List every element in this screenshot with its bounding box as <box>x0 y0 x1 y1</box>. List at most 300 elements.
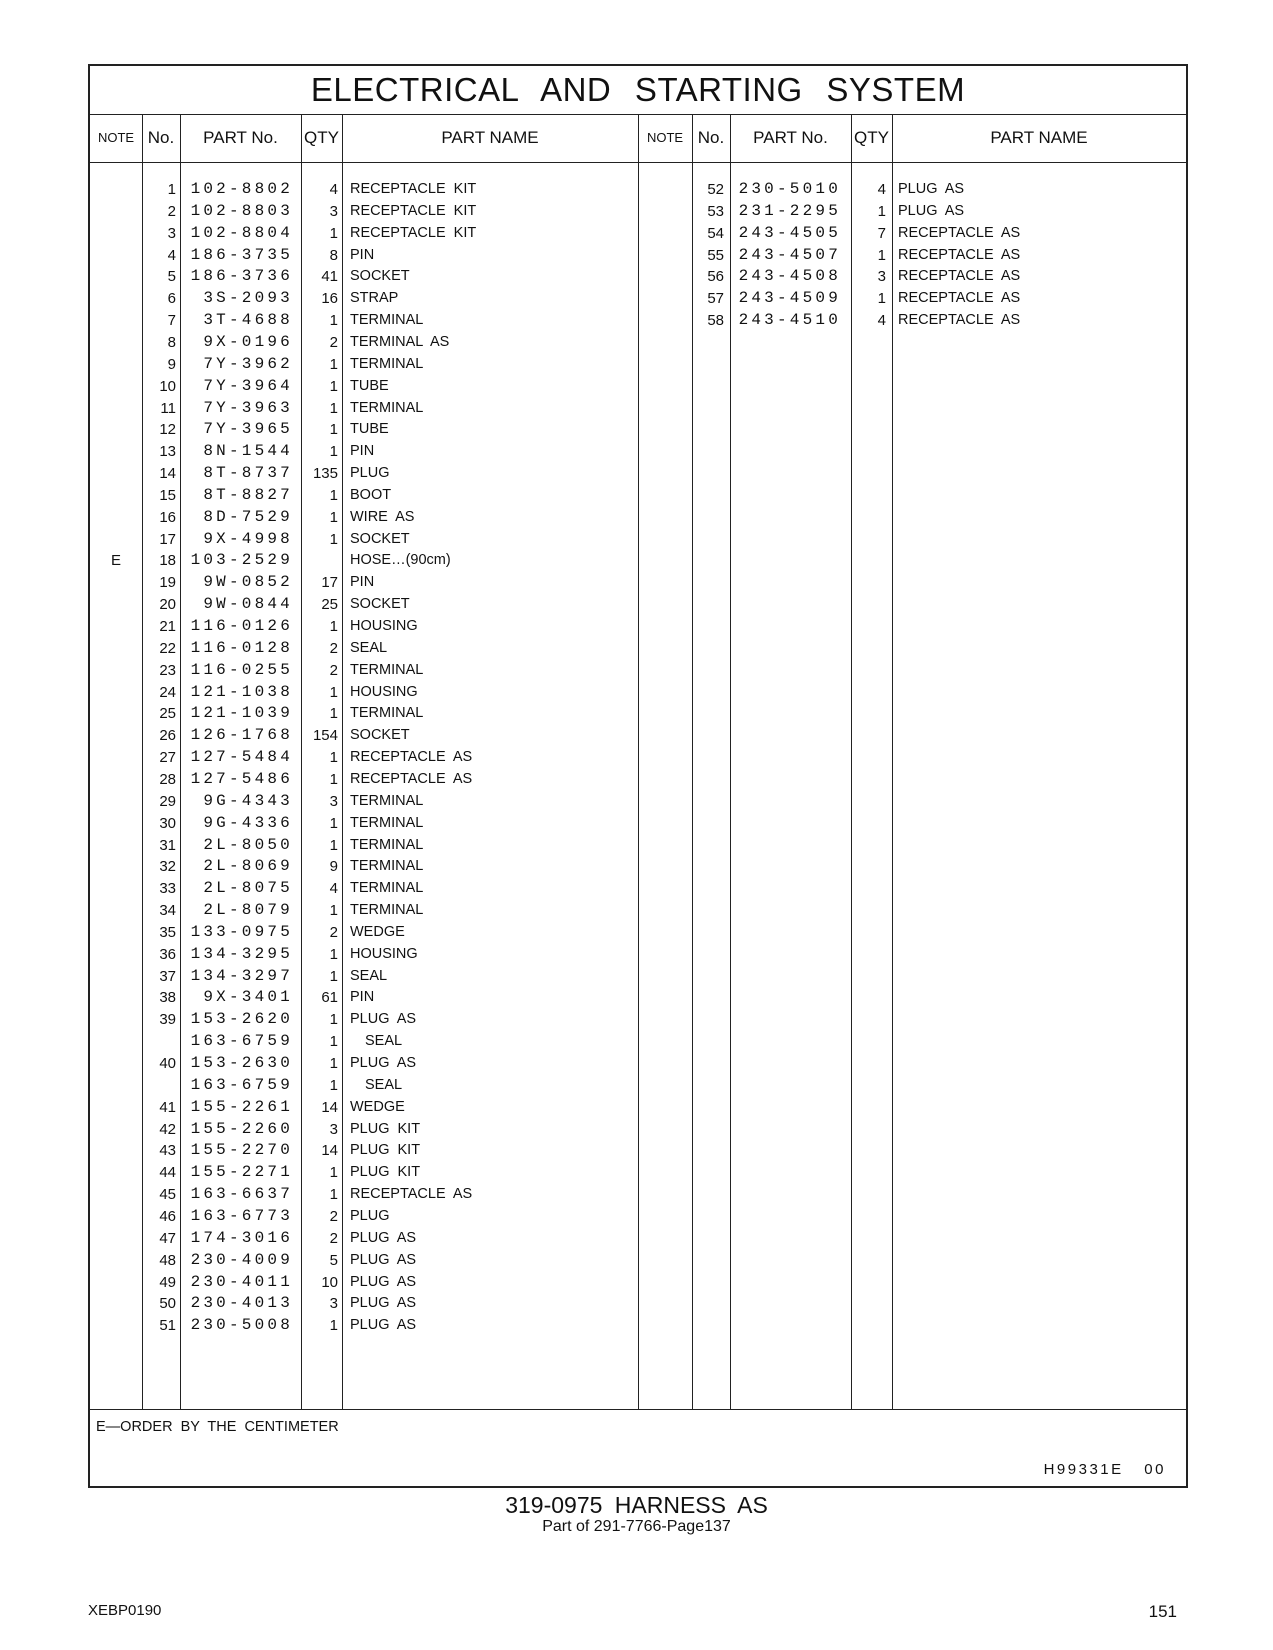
table-row <box>90 1008 622 1031</box>
item-number: 9 <box>167 355 176 373</box>
quantity: 2 <box>329 333 338 351</box>
quantity: 1 <box>329 312 338 330</box>
part-number: 8N-1544 <box>203 442 293 461</box>
quantity: 4 <box>329 181 338 198</box>
quantity: 10 <box>321 1273 338 1291</box>
item-number: 10 <box>159 377 176 395</box>
part-number: 186-3736 <box>190 267 293 286</box>
part-name: SEAL <box>350 967 388 984</box>
part-name: PLUG AS <box>898 181 965 197</box>
footnote: E—ORDER BY THE CENTIMETER <box>96 1419 339 1435</box>
part-number: 102-8803 <box>190 201 293 220</box>
header-qty-right: QTY <box>854 128 889 147</box>
table-row <box>90 1096 622 1119</box>
document-id: XEBP0190 <box>88 1602 162 1619</box>
item-number: 11 <box>160 399 176 417</box>
item-number: 41 <box>159 1098 176 1116</box>
part-number: 127-5486 <box>190 769 293 788</box>
quantity: 7 <box>877 224 886 242</box>
part-name: TERMINAL <box>350 399 424 416</box>
table-row <box>90 593 622 616</box>
quantity: 1 <box>329 1317 338 1335</box>
table-row <box>90 462 622 485</box>
table-row <box>90 659 622 682</box>
table-row <box>90 397 622 420</box>
item-number: 42 <box>159 1120 176 1138</box>
table-row <box>90 615 622 638</box>
part-name: RECEPTACLE AS <box>898 268 1021 285</box>
part-number: 243-4510 <box>738 311 841 330</box>
table-row <box>90 1292 622 1315</box>
item-number: 47 <box>159 1229 176 1247</box>
table-row <box>90 1314 622 1337</box>
part-number: 7Y-3964 <box>203 376 293 395</box>
part-number: 230-5010 <box>738 180 841 198</box>
quantity: 1 <box>329 683 338 701</box>
part-number: 230-5008 <box>190 1316 293 1335</box>
part-name: SEAL <box>365 1033 403 1050</box>
part-number: 9X-3401 <box>203 988 293 1007</box>
quantity: 3 <box>329 1295 338 1313</box>
part-name: PLUG AS <box>350 1295 417 1312</box>
item-number: 25 <box>159 705 176 723</box>
note-cell: E <box>110 552 121 570</box>
header-note-left: NOTE <box>97 130 135 145</box>
item-number: 56 <box>707 268 724 286</box>
quantity: 5 <box>329 1251 338 1269</box>
part-number: 9W-0852 <box>203 573 293 592</box>
quantity: 4 <box>329 880 338 898</box>
part-name: TERMINAL AS <box>350 333 450 350</box>
table-row <box>90 943 622 966</box>
part-number: 116-0126 <box>190 617 293 635</box>
item-number: 14 <box>159 465 176 483</box>
part-number: 2L-8050 <box>203 835 293 854</box>
header-part-no-left: PART No. <box>203 128 278 147</box>
part-number: 8T-8827 <box>203 485 293 504</box>
quantity: 1 <box>329 486 338 504</box>
quantity: 4 <box>877 181 886 198</box>
part-name: PLUG KIT <box>350 1142 421 1159</box>
part-number: 8D-7529 <box>203 507 293 526</box>
item-number: 28 <box>159 770 176 788</box>
quantity: 2 <box>329 923 338 941</box>
quantity: 1 <box>329 1055 338 1072</box>
quantity: 1 <box>329 902 338 920</box>
table-row <box>90 1205 622 1228</box>
caption-title: 319-0975 HARNESS AS <box>505 1492 768 1518</box>
item-number: 13 <box>159 443 176 461</box>
table-row <box>638 222 1170 245</box>
quantity: 1 <box>329 508 338 526</box>
item-number: 52 <box>707 181 724 198</box>
table-row <box>90 528 622 551</box>
part-name: HOUSING <box>350 683 418 700</box>
table-row <box>90 637 622 660</box>
item-number: 22 <box>159 639 176 657</box>
quantity: 61 <box>321 989 338 1007</box>
table-row <box>90 702 622 725</box>
part-number: 186-3735 <box>190 245 293 264</box>
item-number: 16 <box>159 508 176 526</box>
table-row <box>90 178 622 201</box>
part-name: TERMINAL <box>350 661 424 678</box>
item-number: 27 <box>159 749 176 767</box>
part-number: 103-2529 <box>190 551 293 570</box>
part-name: PLUG AS <box>350 1055 417 1071</box>
table-row <box>90 440 622 463</box>
part-number: 2L-8079 <box>203 901 293 920</box>
quantity: 1 <box>329 443 338 461</box>
table-row <box>90 921 622 944</box>
part-name: PLUG AS <box>350 1317 417 1334</box>
quantity: 16 <box>321 290 338 308</box>
quantity: 1 <box>329 1033 338 1051</box>
part-number: 2L-8075 <box>203 879 293 898</box>
table-row <box>90 986 622 1009</box>
part-name: TERMINAL <box>350 355 424 372</box>
item-number: 36 <box>159 945 176 963</box>
part-name: SOCKET <box>350 596 410 613</box>
quantity: 1 <box>329 1186 338 1204</box>
item-number: 57 <box>707 290 724 308</box>
part-number: 9G-4343 <box>203 791 293 810</box>
table-row <box>638 244 1170 267</box>
part-number: 153-2630 <box>190 1054 293 1072</box>
quantity: 1 <box>329 967 338 985</box>
quantity: 1 <box>329 814 338 832</box>
page-number: 151 <box>1148 1602 1177 1621</box>
part-name: RECEPTACLE AS <box>350 749 473 766</box>
part-number: 116-0128 <box>190 638 293 657</box>
part-name: TUBE <box>350 377 389 394</box>
item-number: 54 <box>707 224 724 242</box>
part-name: RECEPTACLE KIT <box>350 224 477 241</box>
quantity: 154 <box>312 727 338 745</box>
table-row <box>90 200 622 223</box>
quantity: 1 <box>329 770 338 788</box>
quantity: 1 <box>329 224 338 242</box>
quantity: 17 <box>321 574 338 592</box>
part-number: 230-4011 <box>190 1272 293 1291</box>
part-name: RECEPTACLE KIT <box>350 202 477 219</box>
part-number: 163-6759 <box>190 1032 293 1051</box>
item-number: 23 <box>159 661 176 679</box>
part-name: RECEPTACLE AS <box>898 224 1021 241</box>
item-number: 30 <box>159 814 176 832</box>
table-row <box>90 1030 622 1053</box>
table-row <box>638 309 1170 332</box>
part-number: 9X-0196 <box>203 332 293 351</box>
part-number: 163-6637 <box>190 1185 293 1204</box>
part-number: 9G-4336 <box>203 813 293 832</box>
header-part-name-left: PART NAME <box>441 128 539 147</box>
item-number: 53 <box>707 202 724 220</box>
quantity: 2 <box>329 1207 338 1225</box>
part-number: 243-4505 <box>738 223 841 242</box>
quantity: 1 <box>329 355 338 373</box>
table-row <box>90 375 622 398</box>
header-no-left: No. <box>147 128 175 147</box>
quantity: 3 <box>877 268 886 286</box>
part-number: 134-3297 <box>190 966 293 985</box>
page-title: ELECTRICAL AND STARTING SYSTEM <box>90 66 1186 115</box>
quantity: 1 <box>877 202 886 220</box>
part-name: BOOT <box>350 486 392 503</box>
quantity: 1 <box>877 246 886 264</box>
quantity: 3 <box>329 1120 338 1138</box>
quantity: 1 <box>329 1076 338 1094</box>
part-number: 230-4013 <box>190 1294 293 1313</box>
part-name: PLUG AS <box>350 1273 417 1290</box>
item-number: 8 <box>167 333 176 351</box>
item-number: 31 <box>159 836 176 854</box>
item-number: 19 <box>159 574 176 592</box>
part-name: TERMINAL <box>350 705 424 722</box>
part-name: PIN <box>350 246 375 263</box>
item-number: 35 <box>159 923 176 941</box>
part-name: RECEPTACLE AS <box>350 770 473 787</box>
quantity: 14 <box>321 1142 338 1160</box>
table-row <box>90 768 622 791</box>
quantity: 1 <box>329 1164 338 1182</box>
quantity: 1 <box>329 421 338 439</box>
part-number: 3T-4688 <box>203 311 293 330</box>
table-row <box>90 965 622 988</box>
quantity: 1 <box>329 618 338 635</box>
table-body <box>90 162 1186 1409</box>
part-name: STRAP <box>350 290 399 307</box>
item-number: 3 <box>167 224 176 242</box>
table-row <box>90 331 622 354</box>
part-name: TERMINAL <box>350 814 424 831</box>
table-row <box>90 222 622 245</box>
quantity: 41 <box>321 268 338 286</box>
quantity: 1 <box>329 749 338 767</box>
quantity: 1 <box>329 705 338 723</box>
part-name: TERMINAL <box>350 902 424 919</box>
part-number: 7Y-3965 <box>203 420 293 439</box>
table-row <box>90 1139 622 1162</box>
table-row <box>90 265 622 288</box>
part-name: WEDGE <box>350 923 405 940</box>
item-number: 2 <box>167 202 176 220</box>
table-row <box>90 790 622 813</box>
part-name: PLUG KIT <box>350 1120 421 1137</box>
part-name: TERMINAL <box>350 880 424 897</box>
caption-subtitle: Part of 291-7766-Page137 <box>542 1518 731 1535</box>
quantity: 1 <box>329 945 338 963</box>
part-name: PIN <box>350 443 375 460</box>
quantity: 8 <box>329 246 338 264</box>
part-name: SOCKET <box>350 530 410 547</box>
table-row <box>90 834 622 857</box>
item-number: 45 <box>159 1186 176 1204</box>
part-number: 9X-4998 <box>203 529 293 548</box>
part-name: HOUSING <box>350 618 418 634</box>
table-row <box>90 418 622 441</box>
quantity: 1 <box>329 377 338 395</box>
header-note-right: NOTE <box>646 130 684 145</box>
table-row <box>90 1249 622 1272</box>
item-number: 15 <box>159 486 176 504</box>
table-row <box>90 812 622 835</box>
part-number: 155-2271 <box>190 1163 293 1182</box>
part-name: TERMINAL <box>350 792 424 809</box>
part-number: 231-2295 <box>738 201 841 220</box>
table-row <box>90 1052 622 1075</box>
item-number: 32 <box>159 858 176 876</box>
table-row <box>638 287 1170 310</box>
part-name: PLUG AS <box>350 1229 417 1246</box>
part-number: 230-4009 <box>190 1250 293 1269</box>
part-number: 134-3295 <box>190 944 293 963</box>
quantity: 4 <box>877 312 886 330</box>
part-number: 7Y-3963 <box>203 398 293 417</box>
quantity: 9 <box>329 858 338 876</box>
quantity: 25 <box>321 596 338 614</box>
part-name: HOUSING <box>350 945 418 962</box>
quantity: 2 <box>329 661 338 679</box>
part-number: 102-8804 <box>190 223 293 242</box>
quantity: 1 <box>329 399 338 417</box>
item-number: 37 <box>159 967 176 985</box>
part-name: TERMINAL <box>350 836 424 853</box>
table-row <box>638 178 1170 201</box>
item-number: 4 <box>167 246 176 264</box>
part-number: 9W-0844 <box>203 595 293 614</box>
part-name: TUBE <box>350 421 389 438</box>
part-number: 8T-8737 <box>203 464 293 483</box>
part-name: SEAL <box>365 1076 403 1093</box>
part-name: HOSE…(90cm) <box>350 552 451 569</box>
part-name: RECEPTACLE AS <box>898 312 1021 329</box>
part-name: RECEPTACLE AS <box>898 290 1021 307</box>
part-number: 243-4507 <box>738 245 841 264</box>
part-name: PLUG KIT <box>350 1164 421 1181</box>
item-number: 44 <box>159 1164 176 1182</box>
parts-table-frame <box>88 64 1188 1488</box>
part-name: PLUG <box>350 465 390 482</box>
table-row <box>90 244 622 267</box>
part-number: 243-4508 <box>738 267 841 286</box>
item-number: 17 <box>159 530 176 548</box>
table-row <box>90 549 622 572</box>
part-number: 174-3016 <box>190 1228 293 1247</box>
quantity: 135 <box>312 465 338 483</box>
table-row <box>90 1183 622 1206</box>
part-name: WIRE AS <box>350 508 415 525</box>
table-row <box>90 899 622 922</box>
part-number: 133-0975 <box>190 922 293 941</box>
quantity: 14 <box>321 1098 338 1116</box>
table-row <box>90 746 622 769</box>
header-no-right: No. <box>697 128 725 147</box>
item-number: 50 <box>159 1295 176 1313</box>
item-number: 5 <box>167 268 176 286</box>
footnote-divider <box>90 1409 1186 1410</box>
item-number: 29 <box>159 792 176 810</box>
item-number: 58 <box>707 312 724 330</box>
table-row <box>90 877 622 900</box>
table-row <box>90 287 622 310</box>
item-number: 24 <box>159 683 176 701</box>
table-row <box>90 353 622 376</box>
part-name: PIN <box>350 574 375 591</box>
item-number: 18 <box>159 552 176 570</box>
part-number: 102-8802 <box>190 180 293 198</box>
table-row <box>90 506 622 529</box>
quantity: 1 <box>329 1011 338 1029</box>
item-number: 21 <box>159 618 176 635</box>
drawing-code: H99331E 00 <box>1043 1461 1166 1478</box>
item-number: 55 <box>707 246 724 264</box>
item-number: 33 <box>159 880 176 898</box>
item-number: 48 <box>159 1251 176 1269</box>
quantity: 2 <box>329 1229 338 1247</box>
table-row <box>90 1118 622 1141</box>
item-number: 43 <box>159 1142 176 1160</box>
table-row <box>90 1161 622 1184</box>
part-name: PLUG AS <box>350 1011 417 1028</box>
item-number: 49 <box>159 1273 176 1291</box>
part-number: 116-0255 <box>190 660 293 679</box>
part-number: 155-2260 <box>190 1119 293 1138</box>
table-row <box>638 265 1170 288</box>
item-number: 46 <box>159 1207 176 1225</box>
table-row <box>90 1227 622 1250</box>
item-number: 34 <box>159 902 176 920</box>
quantity: 1 <box>329 530 338 548</box>
part-name: PIN <box>350 989 375 1006</box>
item-number: 1 <box>167 181 176 198</box>
part-name: TERMINAL <box>350 858 424 875</box>
part-number: 163-6759 <box>190 1075 293 1094</box>
part-name: RECEPTACLE KIT <box>350 181 477 197</box>
item-number: 38 <box>159 989 176 1007</box>
header-part-name-right: PART NAME <box>990 128 1088 147</box>
quantity: 1 <box>329 836 338 854</box>
part-number: 243-4509 <box>738 289 841 308</box>
quantity: 3 <box>329 202 338 220</box>
table-row <box>90 681 622 704</box>
part-number: 155-2270 <box>190 1141 293 1160</box>
part-number: 153-2620 <box>190 1010 293 1029</box>
part-name: SOCKET <box>350 268 410 285</box>
part-number: 7Y-3962 <box>203 354 293 373</box>
part-number: 163-6773 <box>190 1206 293 1225</box>
table-row <box>90 1271 622 1294</box>
part-number: 126-1768 <box>190 726 293 745</box>
table-row <box>90 1074 622 1097</box>
part-number: 3S-2093 <box>203 289 293 308</box>
table-row <box>90 724 622 747</box>
part-number: 121-1039 <box>190 704 293 723</box>
item-number: 39 <box>159 1011 176 1029</box>
part-name: PLUG <box>350 1207 390 1224</box>
item-number: 40 <box>159 1055 176 1072</box>
quantity: 1 <box>877 290 886 308</box>
part-number: 2L-8069 <box>203 857 293 876</box>
part-number: 127-5484 <box>190 748 293 767</box>
item-number: 51 <box>159 1317 176 1335</box>
part-name: SEAL <box>350 639 388 656</box>
part-name: TERMINAL <box>350 312 424 329</box>
part-name: PLUG AS <box>350 1251 417 1268</box>
part-name: RECEPTACLE AS <box>350 1186 473 1203</box>
part-number: 155-2261 <box>190 1097 293 1116</box>
part-name: SOCKET <box>350 727 410 744</box>
